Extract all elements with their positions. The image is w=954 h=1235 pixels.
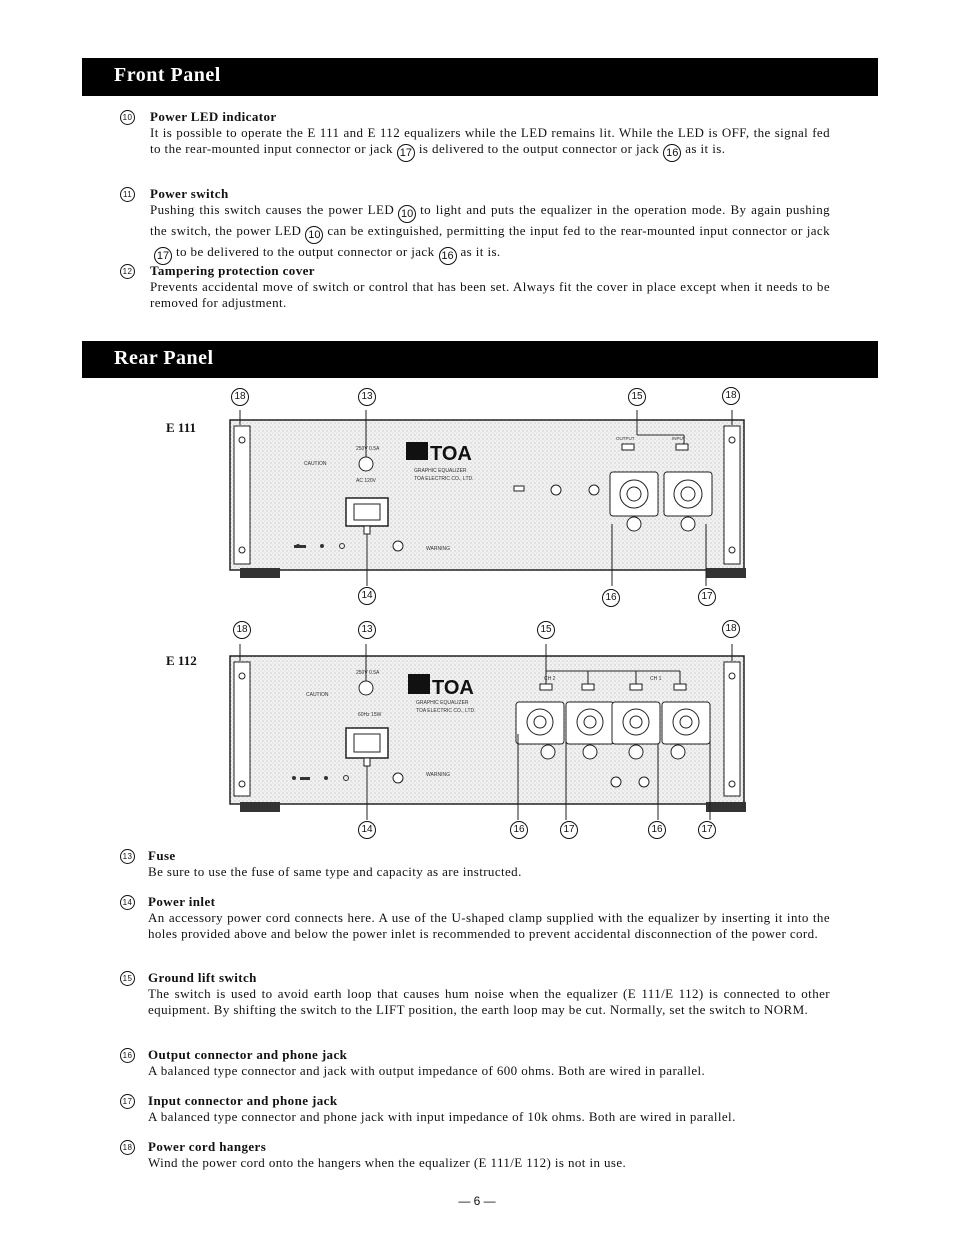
callout-18: 18 (722, 387, 740, 405)
page-number: — 6 — (458, 1194, 496, 1208)
fuse-holder (359, 457, 373, 471)
callout-13: 13 (358, 388, 376, 406)
item-body: A balanced type connector and jack with output impedance of 600 ohms. Both are wired in parallel. (148, 1063, 706, 1078)
item-title: Power LED indicator (150, 109, 277, 124)
callout-15: 15 (628, 388, 646, 406)
body-text: It is possible to operate the E 111 and E 112 equalizers while the LED remains lit. While the LED is OFF, the signal fed to the rear-mounted input connector or jack (150, 125, 830, 156)
svg-text:GRAPHIC EQUALIZER: GRAPHIC EQUALIZER (416, 700, 469, 706)
output-jack (627, 517, 641, 531)
fuse-rating: 250V 0.5A (356, 446, 380, 452)
svg-text:TOA: TOA (432, 677, 474, 699)
caution-label: CAUTION (304, 461, 327, 467)
item-title: Fuse (148, 848, 176, 863)
item-title: Power inlet (148, 894, 216, 909)
item-title: Power switch (150, 186, 229, 201)
item-title: Power cord hangers (148, 1139, 267, 1154)
item-number: 16 (120, 1048, 135, 1063)
item-output-connector (120, 1047, 830, 1079)
svg-text:CH 1: CH 1 (650, 676, 662, 682)
item-number: 18 (120, 1140, 135, 1155)
item-fuse (120, 848, 830, 880)
rear-panel-banner (82, 341, 878, 378)
item-power-inlet (120, 894, 830, 958)
item-number: 15 (120, 971, 135, 986)
item-body (150, 125, 830, 162)
callout-14: 14 (358, 587, 376, 605)
ref-callout: 16 (663, 144, 681, 162)
callout-16: 16 (648, 821, 666, 839)
item-body: A balanced type connector and phone jack with input impedance of 10k ohms. Both are wired in parallel. (148, 1109, 736, 1124)
item-body (150, 202, 830, 265)
callout-18: 18 (231, 388, 249, 406)
ref-callout: 16 (439, 247, 457, 265)
body-text: is delivered to the output connector or jack (418, 140, 660, 156)
ref-callout: 17 (397, 144, 415, 162)
item-body: Wind the power cord onto the hangers when the equalizer (E 111/E 112) is not in use. (148, 1155, 627, 1170)
item-title: Input connector and phone jack (148, 1093, 338, 1108)
ac-rating: AC 120V (356, 478, 377, 484)
maker-name: TOA ELECTRIC CO., LTD. (414, 476, 474, 482)
body-text: to be delivered to the output connector or jack (176, 244, 435, 259)
item-tamper-cover (120, 263, 830, 311)
item-ground-lift (120, 970, 830, 1034)
ref-callout: 10 (398, 205, 416, 223)
ref-callout: 10 (305, 226, 323, 244)
item-body: The switch is used to avoid earth loop that causes hum noise when the equalizer (E 111/E 112) is connected to other equipment. By shifting the switch to the LIFT position, the earth loop may be cut. Normally, set the switch to NORM. (148, 986, 830, 1017)
callout-16: 16 (602, 589, 620, 607)
svg-text:OUTPUT: OUTPUT (616, 436, 635, 441)
item-body: Be sure to use the fuse of same type and capacity as are instructed. (148, 864, 522, 879)
figure-label-e112: E 112 (166, 653, 197, 668)
ref-callout: 17 (154, 247, 172, 265)
hanger-right (724, 426, 740, 564)
svg-text:CH 2: CH 2 (544, 676, 556, 682)
item-input-connector (120, 1093, 830, 1125)
item-number: 14 (120, 895, 135, 910)
item-title: Ground lift switch (148, 970, 257, 985)
body-text: Pushing this switch causes the power LED (150, 202, 395, 217)
callout-13: 13 (358, 621, 376, 639)
item-power-led (120, 109, 830, 171)
svg-text:INPUT: INPUT (672, 436, 686, 441)
callout-14: 14 (358, 821, 376, 839)
rear-panel-e111-illustration (226, 410, 748, 586)
item-title: Tampering protection cover (150, 263, 315, 278)
front-panel-banner (82, 58, 878, 96)
warning-label: WARNING (426, 546, 450, 552)
item-number: 10 (120, 110, 135, 125)
callout-17: 17 (560, 821, 578, 839)
body-text: to light and puts the equalizer in the operation mode. By again pushing the switch, the power LED (150, 202, 830, 238)
rear-panel-heading: Rear Panel (114, 347, 214, 369)
item-body: Prevents accidental move of switch or control that has been set. Always fit the cover in place except when it needs to be removed for adjustment. (150, 279, 830, 310)
callout-18: 18 (722, 620, 740, 638)
callout-17: 17 (698, 821, 716, 839)
figure-label-e111: E 111 (166, 420, 196, 435)
brand-logo: TOA (430, 443, 472, 465)
callout-17: 17 (698, 588, 716, 606)
body-text: as it is. (685, 140, 726, 156)
svg-text:250V 0.5A: 250V 0.5A (356, 670, 380, 676)
hanger-left (234, 426, 250, 564)
item-number: 17 (120, 1094, 135, 1109)
svg-text:TOA ELECTRIC CO., LTD.: TOA ELECTRIC CO., LTD. (416, 708, 476, 714)
item-cord-hangers (120, 1139, 830, 1171)
callout-15: 15 (537, 621, 555, 639)
front-panel-heading: Front Panel (114, 64, 221, 86)
product-name: GRAPHIC EQUALIZER (414, 468, 467, 474)
item-power-switch (120, 186, 830, 262)
callout-16: 16 (510, 821, 528, 839)
item-title: Output connector and phone jack (148, 1047, 348, 1062)
body-text: as it is. (460, 244, 501, 259)
toa-logo-box (406, 442, 428, 460)
power-inlet (346, 498, 388, 526)
body-text: can be extinguished, permitting the input fed to the rear-mounted input connector or jack (327, 223, 830, 238)
item-number: 13 (120, 849, 135, 864)
svg-text:60Hz 15W: 60Hz 15W (358, 712, 382, 718)
rear-panel-e112-illustration (226, 644, 748, 820)
svg-text:CAUTION: CAUTION (306, 692, 329, 698)
svg-text:WARNING: WARNING (426, 772, 450, 778)
callout-18: 18 (233, 621, 251, 639)
input-jack (681, 517, 695, 531)
item-body: An accessory power cord connects here. A use of the U-shaped clamp supplied with the equalizer by inserting it into the holes provided above and below the power inlet is recommended to prevent accidental disconnection of the power cord. (148, 910, 830, 941)
item-number: 11 (120, 187, 135, 202)
item-number: 12 (120, 264, 135, 279)
